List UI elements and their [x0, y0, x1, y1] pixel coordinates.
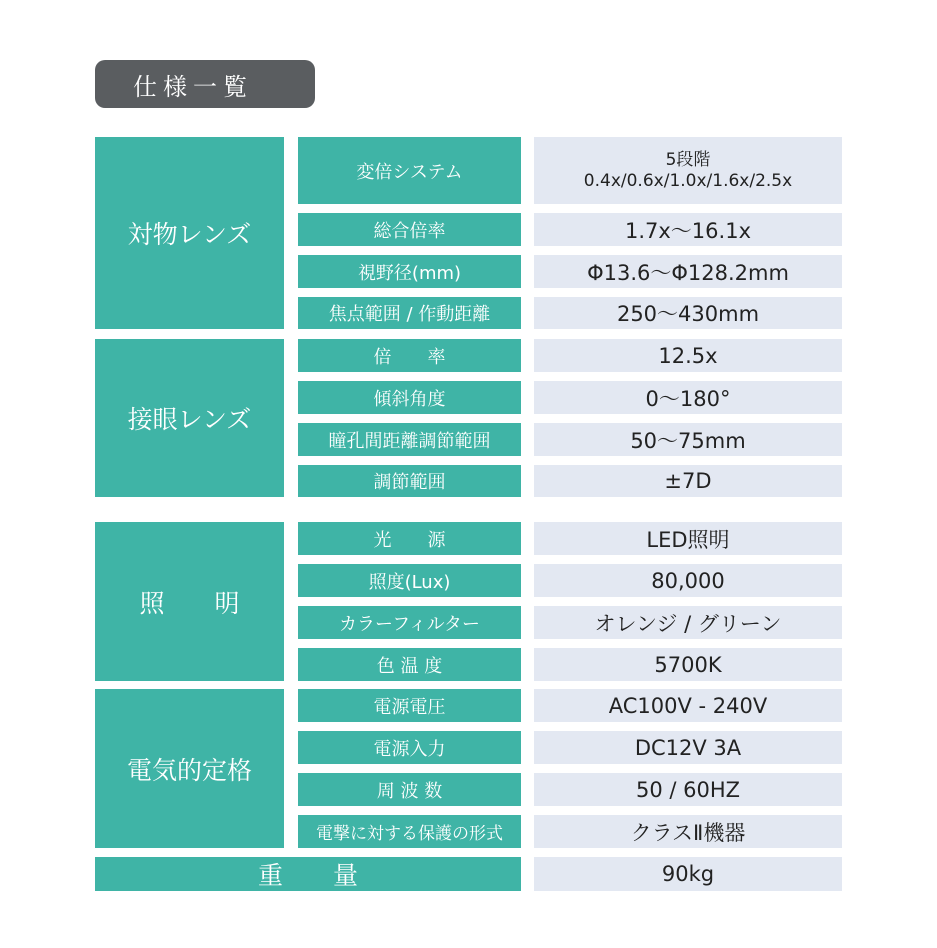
spec-value-tilt-angle: 0～180°: [534, 381, 842, 414]
spec-value-illuminance: 80,000: [534, 564, 842, 597]
spec-label-shock-protection: 電撃に対する保護の形式: [298, 815, 521, 848]
spec-value-frequency: 50 / 60HZ: [534, 773, 842, 806]
spec-label-light-source: 光 源: [298, 522, 521, 555]
spec-label-eyepiece-magnification: 倍 率: [298, 339, 521, 372]
spec-label-interpupillary-range: 瞳孔間距離調節範囲: [298, 423, 521, 456]
spec-label-color-filter: カラーフィルター: [298, 606, 521, 639]
spec-label-focus-range: 焦点範囲 / 作動距離: [298, 297, 521, 329]
spec-label-illuminance: 照度(Lux): [298, 564, 521, 597]
spec-label-zoom-system: 変倍システム: [298, 137, 521, 204]
category-objective-lens: 対物レンズ: [95, 137, 284, 329]
spec-value-light-source: LED照明: [534, 522, 842, 555]
spec-label-color-temperature: 色 温 度: [298, 648, 521, 681]
spec-value-zoom-system: [534, 137, 842, 204]
spec-label-power-input: 電源入力: [298, 731, 521, 764]
category-lighting: 照 明: [95, 522, 284, 681]
spec-value-zoom-ratios: 0.4x/0.6x/1.0x/1.6x/2.5x: [583, 170, 793, 191]
spec-value-zoom-steps: 5段階: [665, 149, 711, 170]
spec-label-weight: 重 量: [95, 857, 521, 891]
spec-value-color-temperature: 5700K: [534, 648, 842, 681]
category-electrical-rating: 電気的定格: [95, 689, 284, 848]
spec-label-field-of-view: 視野径(mm): [298, 255, 521, 288]
spec-value-power-input: DC12V 3A: [534, 731, 842, 764]
spec-label-tilt-angle: 傾斜角度: [298, 381, 521, 414]
spec-value-field-of-view: Φ13.6～Φ128.2mm: [534, 255, 842, 288]
spec-label-total-magnification: 総合倍率: [298, 213, 521, 246]
spec-value-weight: 90kg: [534, 857, 842, 891]
spec-value-interpupillary-range: 50～75mm: [534, 423, 842, 456]
spec-value-focus-range: 250～430mm: [534, 297, 842, 329]
spec-value-eyepiece-magnification: 12.5x: [534, 339, 842, 372]
spec-value-diopter-range: ±7D: [534, 465, 842, 497]
spec-value-supply-voltage: AC100V - 240V: [534, 689, 842, 722]
category-eyepiece-lens: 接眼レンズ: [95, 339, 284, 497]
spec-value-color-filter: オレンジ / グリーン: [534, 606, 842, 639]
spec-label-frequency: 周 波 数: [298, 773, 521, 806]
page-title: 仕様一覧: [95, 60, 315, 108]
spec-label-supply-voltage: 電源電圧: [298, 689, 521, 722]
spec-value-shock-protection: クラスⅡ機器: [534, 815, 842, 848]
spec-value-total-magnification: 1.7x～16.1x: [534, 213, 842, 246]
spec-label-diopter-range: 調節範囲: [298, 465, 521, 497]
